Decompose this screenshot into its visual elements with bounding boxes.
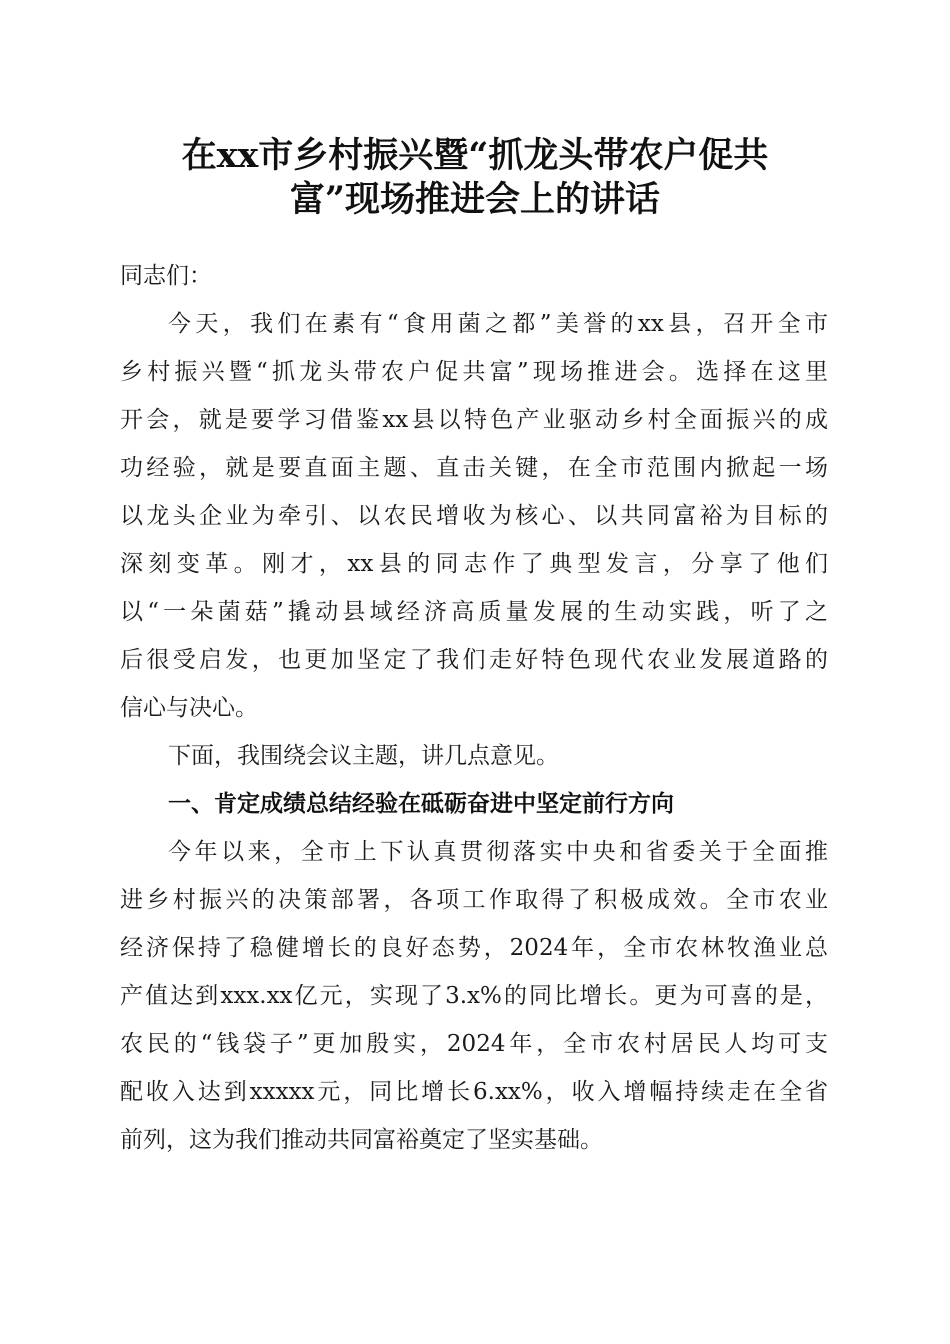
paragraph-line: 产值达到xxx.xx亿元，实现了3.x%的同比增长。更为可喜的是， [120,983,828,1009]
title-line-2: 富”现场推进会上的讲话 [289,179,661,220]
paragraph-line: 功经验，就是要直面主题、直击关键，在全市范围内掀起一场 [120,455,828,481]
paragraph-line: 信心与决心。 [120,695,258,721]
paragraph-line: 以龙头企业为牵引、以农民增收为核心、以共同富裕为目标的 [120,503,828,529]
paragraph-line: 深刻变革。刚才，xx县的同志作了典型发言，分享了他们 [120,551,828,577]
paragraph-line: 今天，我们在素有“食用菌之都”美誉的xx县，召开全市 [168,311,828,337]
title-line-1: 在xx市乡村振兴暨“抓龙头带农户促共 [181,135,769,176]
paragraph-achievements [120,828,828,1164]
paragraph-line: 以“一朵菌菇”撬动县域经济高质量发展的生动实践，听了之 [120,599,828,625]
paragraph-opening [120,300,828,732]
speech-body [120,252,828,1164]
section-heading-1: 一、肯定成绩总结经验在砥砺奋进中坚定前行方向 [168,791,674,817]
paragraph-line: 进乡村振兴的决策部署，各项工作取得了积极成效。全市农业 [120,887,828,913]
paragraph-transition: 下面，我围绕会议主题，讲几点意见。 [168,743,559,769]
speech-title [120,134,830,222]
paragraph-line: 开会，就是要学习借鉴xx县以特色产业驱动乡村全面振兴的成 [120,407,828,433]
paragraph-line: 配收入达到xxxxx元，同比增长6.xx%，收入增幅持续走在全省 [120,1079,828,1105]
paragraph-line: 农民的“钱袋子”更加殷实，2024年，全市农村居民人均可支 [120,1031,828,1057]
paragraph-line: 经济保持了稳健增长的良好态势，2024年，全市农林牧渔业总 [120,935,828,961]
paragraph-line: 乡村振兴暨“抓龙头带农户促共富”现场推进会。选择在这里 [120,359,828,385]
salutation: 同志们： [120,263,212,289]
paragraph-line: 今年以来，全市上下认真贯彻落实中央和省委关于全面推 [168,839,828,865]
paragraph-line: 后很受启发，也更加坚定了我们走好特色现代农业发展道路的 [120,647,828,673]
paragraph-line: 前列，这为我们推动共同富裕奠定了坚实基础。 [120,1127,603,1153]
